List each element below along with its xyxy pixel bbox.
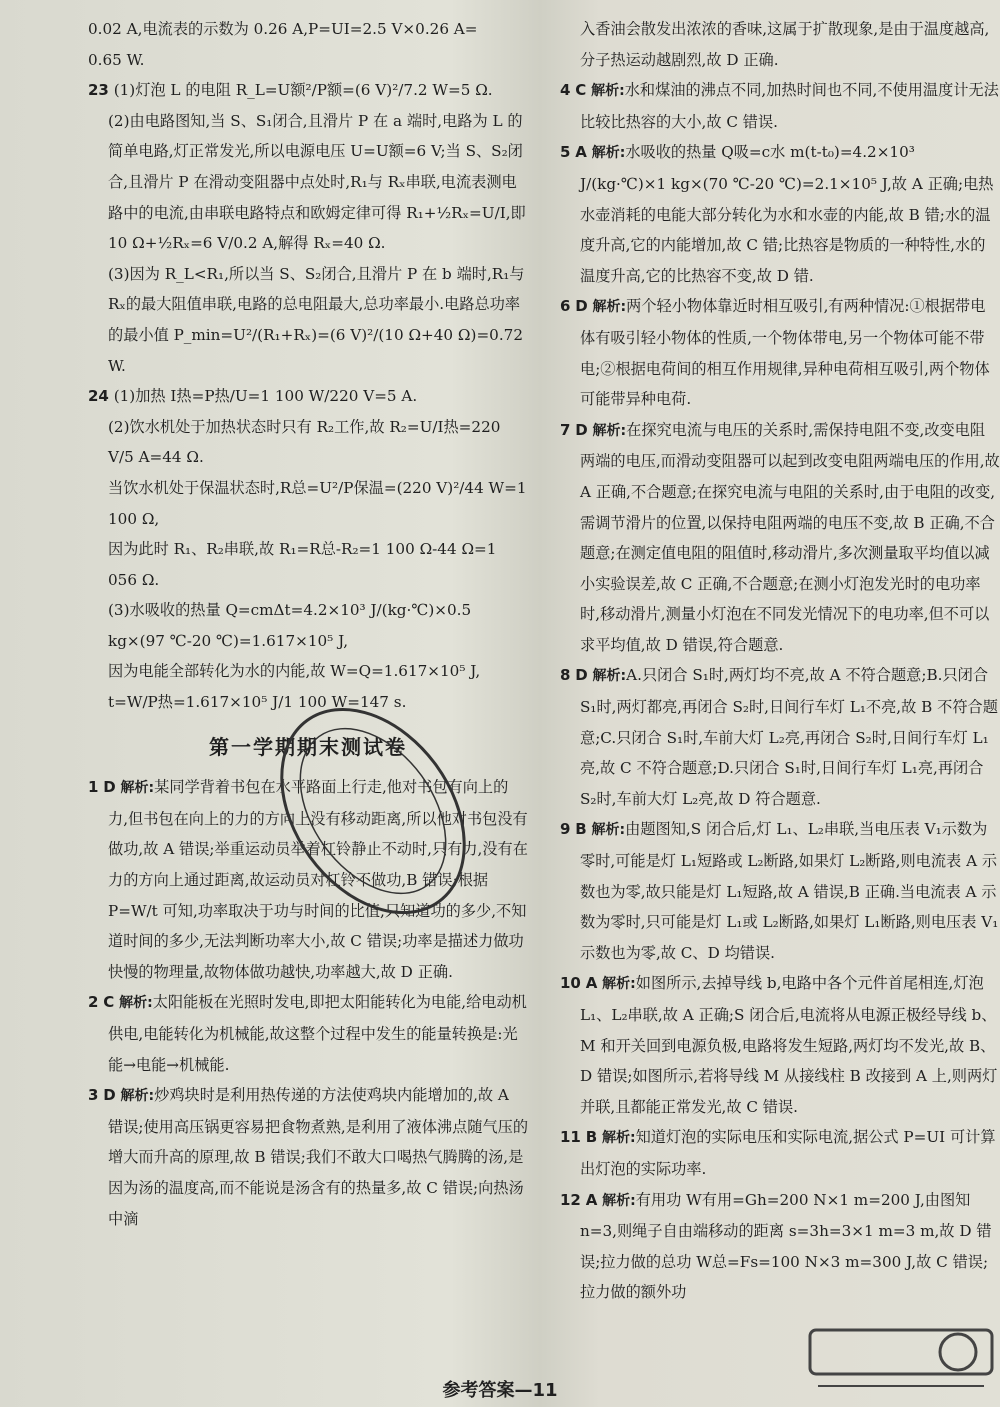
analysis-label: 解析: [591,83,625,100]
question-11 [560,1122,1000,1184]
question-number: 5 [560,143,571,162]
left-column [88,14,528,1234]
answer-text: t=W/P热=1.617×10⁵ J/1 100 W=147 s. [108,693,407,712]
answer-text: 因为电能全部转化为水的内能,故 W=Q=1.617×10⁵ J, [108,662,481,681]
answer-text: 因为此时 R₁、R₂串联,故 R₁=R总-R₂=1 100 Ω-44 Ω=1 056 Ω. [108,540,497,589]
question-9 [560,814,1000,968]
answer-text: (1)加热 I热=P热/U=1 100 W/220 V=5 A. [113,387,418,406]
question-2 [88,987,528,1080]
question-number: 24 [88,387,109,406]
answer-text: A.只闭合 S₁时,两灯均不亮,故 A 不符合题意;B.只闭合 S₁时,两灯都亮,再闭合 S₂时,日间行车灯 L₁不亮,故 B 不符合题意;C.只闭合 S₁时,车前大灯 L₂亮,再闭合 S₂时,日间行车灯 L₁亮,故 C 不符合题意;D.只闭合 S₁时,日间行车灯 L₁亮,再闭合 S₂时,车前大灯 L₂亮,故 D 符合题意. [580,666,998,808]
analysis-label: 解析: [119,995,153,1012]
question-number: 3 [88,1086,99,1105]
answer-text: 太阳能板在光照时发电,即把太阳能转化为电能,给电动机供电,电能转化为机械能,故这整个过程中发生的能量转换是:光能→电能→机械能. [108,993,527,1074]
question-number: 10 [560,974,581,993]
section-title: 第一学期期末测试卷 [209,734,407,759]
answer-choice: B [585,1128,598,1147]
answer-text: (2)饮水机处于加热状态时只有 R₂工作,故 R₂=U/I热=220 V/5 A=44 Ω. [108,417,501,467]
question-number: 1 [88,778,99,797]
answer-text: 某同学背着书包在水平路面上行走,他对书包有向上的力,但书包在向上的力的方向上没有移动距离,所以他对书包没有做功,故 A 错误;举重运动员举着杠铃静止不动时,只有力,没有在力的方向上通过距离,故运动员对杠铃不做功,B 错误;根据 P=W/t 可知,功率取决于功与时间的比值,只知道功的多少,不知道时间的多少,无法判断功率大小,故 C 错误;功率是描述力做功快慢的物理量,故物体做功越快,功率越大,故 D 正确. [108,778,528,981]
question-8 [560,660,1000,814]
question-number: 8 [560,666,571,685]
answer-text: 入香油会散发出浓浓的香味,这属于扩散现象,是由于温度越高,分子热运动越剧烈,故 D 正确. [580,20,990,69]
answer-text: 由题图知,S 闭合后,灯 L₁、L₂串联,当电压表 V₁示数为零时,可能是灯 L₁短路或 L₂断路,如果灯 L₂断路,则电流表 A 示数也为零,故只能是灯 L₁短路,故 A 错误,B 正确.当电流表 A 示数为零时,只可能是灯 L₁或 L₂断路,如果灯 L₁断路,则电压表 V₁示数也为零,故 C、D 均错误. [580,820,999,962]
question-23 [88,75,528,106]
question-3 [88,1080,528,1234]
question-5 [560,137,1000,291]
question-24 [88,381,528,412]
answer-text: 水和煤油的沸点不同,加热时间也不同,不使用温度计无法比较比热容的大小,故 C 错误. [580,81,999,131]
answer-choice: D [103,778,116,797]
answer-text: (3)因为 R_L<R₁,所以当 S、S₂闭合,且滑片 P 在 b 端时,R₁与 Rₓ的最大阻值串联,电路的总电阻最大,总功率最小.电路总功率的最小值 P_min=U²/(R₁+Rₓ)=(6 V)²/(10 Ω+40 Ω)=0.72 W. [108,264,525,375]
answer-choice: D [575,297,588,316]
answer-text: 有用功 W有用=Gh=200 N×1 m=200 J,由图知 n=3,则绳子自由端移动的距离 s=3h=3×1 m=3 m,故 D 错误;拉力做的总功 W总=Fs=100 N×3 m=300 J,故 C 错误;拉力做的额外功 [580,1190,992,1302]
answer-choice: D [575,420,588,439]
analysis-label: 解析: [602,1192,636,1209]
right-column [560,14,1000,1308]
answer-choice: C [103,993,115,1012]
answer-text: 当饮水机处于保温状态时,R总=U²/P保温=(220 V)²/44 W=1 100 Ω, [108,478,527,528]
answer-text: 水吸收的热量 Q吸=c水 m(t-t₀)=4.2×10³ J/(kg·℃)×1 kg×(70 ℃-20 ℃)=2.1×10⁵ J,故 A 正确;电热水壶消耗的电能大部分转化为水和水壶的内能,故 B 错;水的温度升高,它的内能增加,故 C 错;比热容是物质的一种特性,水的温度升高,它的比热容不变,故 D 错. [580,143,994,285]
question-number: 9 [560,820,571,839]
question-number: 6 [560,297,571,316]
analysis-label: 解析: [120,1088,155,1105]
answer-choice: A [585,974,598,993]
answer-text: 知道灯泡的实际电压和实际电流,据公式 P=UI 可计算出灯泡的实际功率. [580,1128,996,1178]
page-footer: 参考答案—11 [442,1380,558,1401]
question-number: 12 [560,1190,581,1209]
question-12 [560,1185,1000,1308]
analysis-label: 解析: [602,976,636,993]
answer-text: (1)灯泡 L 的电阻 R_L=U额²/P额=(6 V)²/7.2 W=5 Ω. [113,81,493,100]
question-7 [560,415,1000,661]
question-10 [560,968,1000,1122]
text-line: 0.02 A,电流表的示数为 0.26 A,P=UI=2.5 V×0.26 A= [88,20,478,38]
answer-choice: A [575,143,587,162]
question-6 [560,291,1000,414]
answer-text: 炒鸡块时是利用热传递的方法使鸡块内能增加的,故 A 错误;使用高压锅更容易把食物煮熟,是利用了液体沸点随气压的增大而升高的原理,故 B 错误;我们不敢大口喝热气腾腾的汤,是因为汤的温度高,而不能说是汤含有的热量多,故 C 错误;向热汤中滴 [108,1086,529,1228]
question-number: 11 [560,1128,581,1147]
answer-choice: D [103,1086,116,1105]
answer-text: (2)由电路图知,当 S、S₁闭合,且滑片 P 在 a 端时,电路为 L 的简单电路,灯正常发光,所以电源电压 U=U额=6 V;当 S、S₂闭合,且滑片 P 在滑动变阻器中点处时,R₁与 Rₓ串联,电流表测电路中的电流,由串联电路特点和欧姆定律可得 R₁+½Rₓ=U/I,即 10 Ω+½Rₓ=6 V/0.2 A,解得 Rₓ=40 Ω. [108,111,526,253]
text-line: 0.65 W. [88,50,145,69]
answer-text: 如图所示,去掉导线 b,电路中各个元件首尾相连,灯泡 L₁、L₂串联,故 A 正确;S 闭合后,电流将从电源正极经导线 b、M 和开关回到电源负极,电路将发生短路,两灯均不发光,故 B、D 错误;如图所示,若将导线 M 从接线柱 B 改接到 A 上,则两灯并联,且都能正常发光,故 C 错误. [580,974,998,1116]
analysis-label: 解析: [120,780,155,797]
question-number: 23 [88,81,109,100]
answer-text: 两个轻小物体靠近时相互吸引,有两种情况:①根据带电体有吸引轻小物体的性质,一个物体带电,另一个物体可能不带电;②根据电荷间的相互作用规律,异种电荷相互吸引,两个物体可能带异种电荷. [580,297,990,409]
question-4 [560,75,1000,137]
question-number: 2 [88,993,99,1012]
analysis-label: 解析: [591,145,626,162]
answer-choice: B [575,820,587,839]
analysis-label: 解析: [601,1130,636,1147]
analysis-label: 解析: [592,422,627,439]
answer-text: (3)水吸收的热量 Q=cmΔt=4.2×10³ J/(kg·℃)×0.5 kg×(97 ℃-20 ℃)=1.617×10⁵ J, [108,601,472,650]
analysis-label: 解析: [592,299,627,316]
analysis-label: 解析: [592,668,627,685]
question-number: 7 [560,420,571,439]
answer-text: 在探究电流与电压的关系时,需保持电阻不变,改变电阻两端的电压,而滑动变阻器可以起到改变电阻两端电压的作用,故 A 正确,不合题意;在探究电流与电阻的关系时,由于电阻的改变,需调节滑片的位置,以保持电阻两端的电压不变,故 B 正确,不合题意;在测定值电阻的阻值时,移动滑片,多次测量取平均值以减小实验误差,故 C 正确,不合题意;在测小灯泡发光时的电功率时,移动滑片,测量小灯泡在不同发光情况下的电功率,但不可以求平均值,故 D 错误,符合题意. [580,420,1000,654]
analysis-label: 解析: [591,822,626,839]
answer-choice: D [575,666,588,685]
answer-choice: C [575,81,587,100]
question-number: 4 [560,81,571,100]
answer-choice: A [585,1190,598,1209]
